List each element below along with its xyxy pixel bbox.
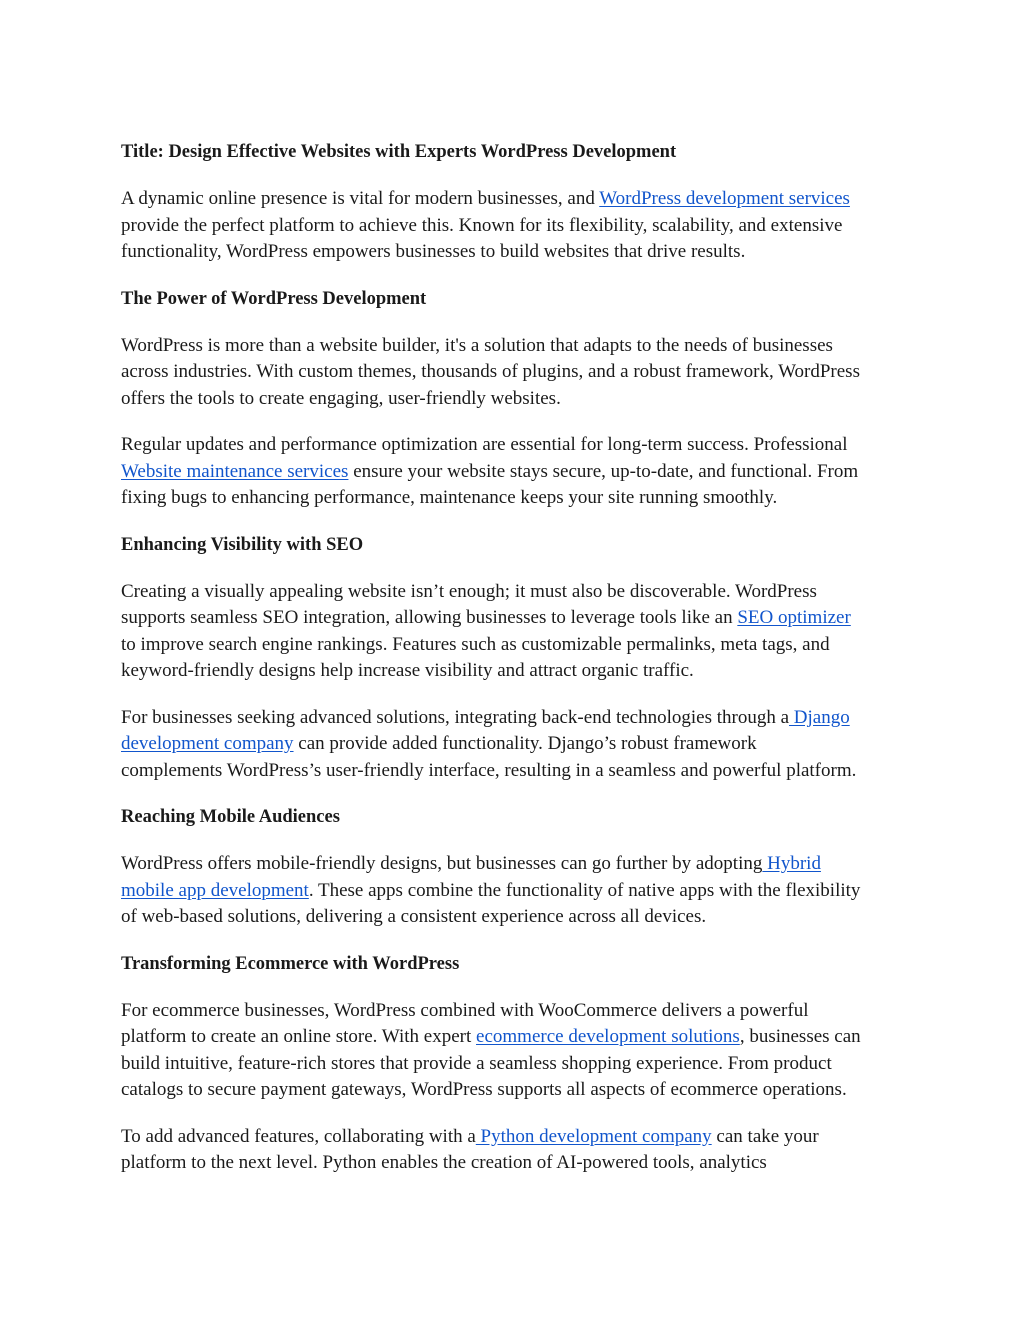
mobile-p1-text-before: WordPress offers mobile-friendly designs, but businesses can go further by adopting (121, 853, 763, 874)
intro-paragraph (121, 186, 921, 266)
ecommerce-p1-text-before: For ecommerce businesses, WordPress combined with WooCommerce delivers a powerful platform to create an online store. With expert (121, 999, 809, 1047)
mobile-paragraph-1 (121, 851, 921, 931)
seo-p1-text-before: Creating a visually appealing website isn’t enough; it must also be discoverable. WordPress supports seamless SEO integration, allowing businesses to leverage tools like an (121, 580, 817, 628)
seo-p1-text-after: to improve search engine rankings. Features such as customizable permalinks, meta tags, and keyword-friendly designs help increase visibility and attract organic traffic. (121, 633, 830, 681)
seo-p2-text-before: For businesses seeking advanced solutions, integrating back-end technologies through a (121, 706, 790, 728)
section-heading-seo: Enhancing Visibility with SEO (121, 534, 364, 555)
power-paragraph-2 (121, 432, 921, 512)
seo-p2-text-after: can provide added functionality. Django’s robust framework complements WordPress’s user-friendly interface, resulting in a seamless and powerful platform. (121, 733, 857, 781)
seo-paragraph-2 (121, 705, 921, 785)
power-paragraph-1: WordPress is more than a website builder, it's a solution that adapts to the needs of businesses across industries. With custom themes, thousands of plugins, and a robust framework, WordPress offers the tools to create engaging, user-friendly websites. (121, 334, 860, 409)
document-page (121, 139, 921, 1197)
python-development-company-link[interactable]: Python development company (475, 1125, 712, 1147)
section-heading-mobile: Reaching Mobile Audiences (121, 807, 340, 827)
section-heading-ecommerce: Transforming Ecommerce with WordPress (121, 953, 460, 974)
section-heading-power: The Power of WordPress Development (121, 288, 427, 309)
seo-paragraph-1 (121, 579, 921, 685)
power-p2-text-before: Regular updates and performance optimization are essential for long-term success. Professional (121, 434, 848, 455)
hybrid-mobile-app-development-link[interactable]: Hybrid mobile app development (121, 853, 821, 901)
ecommerce-paragraph-2 (121, 1124, 921, 1177)
django-development-company-link[interactable]: Django development company (121, 706, 850, 754)
ecommerce-paragraph-1 (121, 998, 921, 1104)
intro-text-before: A dynamic online presence is vital for modern businesses, and (121, 188, 600, 209)
ecommerce-development-solutions-link[interactable]: ecommerce development solutions (476, 1026, 740, 1047)
document-title: Title: Design Effective Websites with Experts WordPress Development (121, 142, 677, 162)
seo-optimizer-link[interactable]: SEO optimizer (737, 607, 851, 628)
wordpress-development-services-link[interactable]: WordPress development services (599, 188, 850, 209)
mobile-p1-text-after: . These apps combine the functionality of native apps with the flexibility of web-based solutions, delivering a consistent experience across all devices. (121, 879, 861, 927)
ecommerce-p2-text-after: can take your platform to the next level. Python enables the creation of AI-powered tools, analytics (121, 1125, 819, 1173)
intro-text-after: provide the perfect platform to achieve this. Known for its flexibility, scalability, and extensive functionality, WordPress empowers businesses to build websites that drive results. (121, 214, 843, 262)
ecommerce-p2-text-before: To add advanced features, collaborating with a (121, 1125, 476, 1147)
website-maintenance-services-link[interactable]: Website maintenance services (121, 460, 349, 482)
power-p2-text-after: ensure your website stays secure, up-to-date, and functional. From fixing bugs to enhancing performance, maintenance keeps your site running smoothly. (121, 460, 859, 508)
ecommerce-p1-text-after: , businesses can build intuitive, feature-rich stores that provide a seamless shopping experience. From product catalogs to secure payment gateways, WordPress supports all aspects of ecommerce operations. (121, 1026, 861, 1100)
